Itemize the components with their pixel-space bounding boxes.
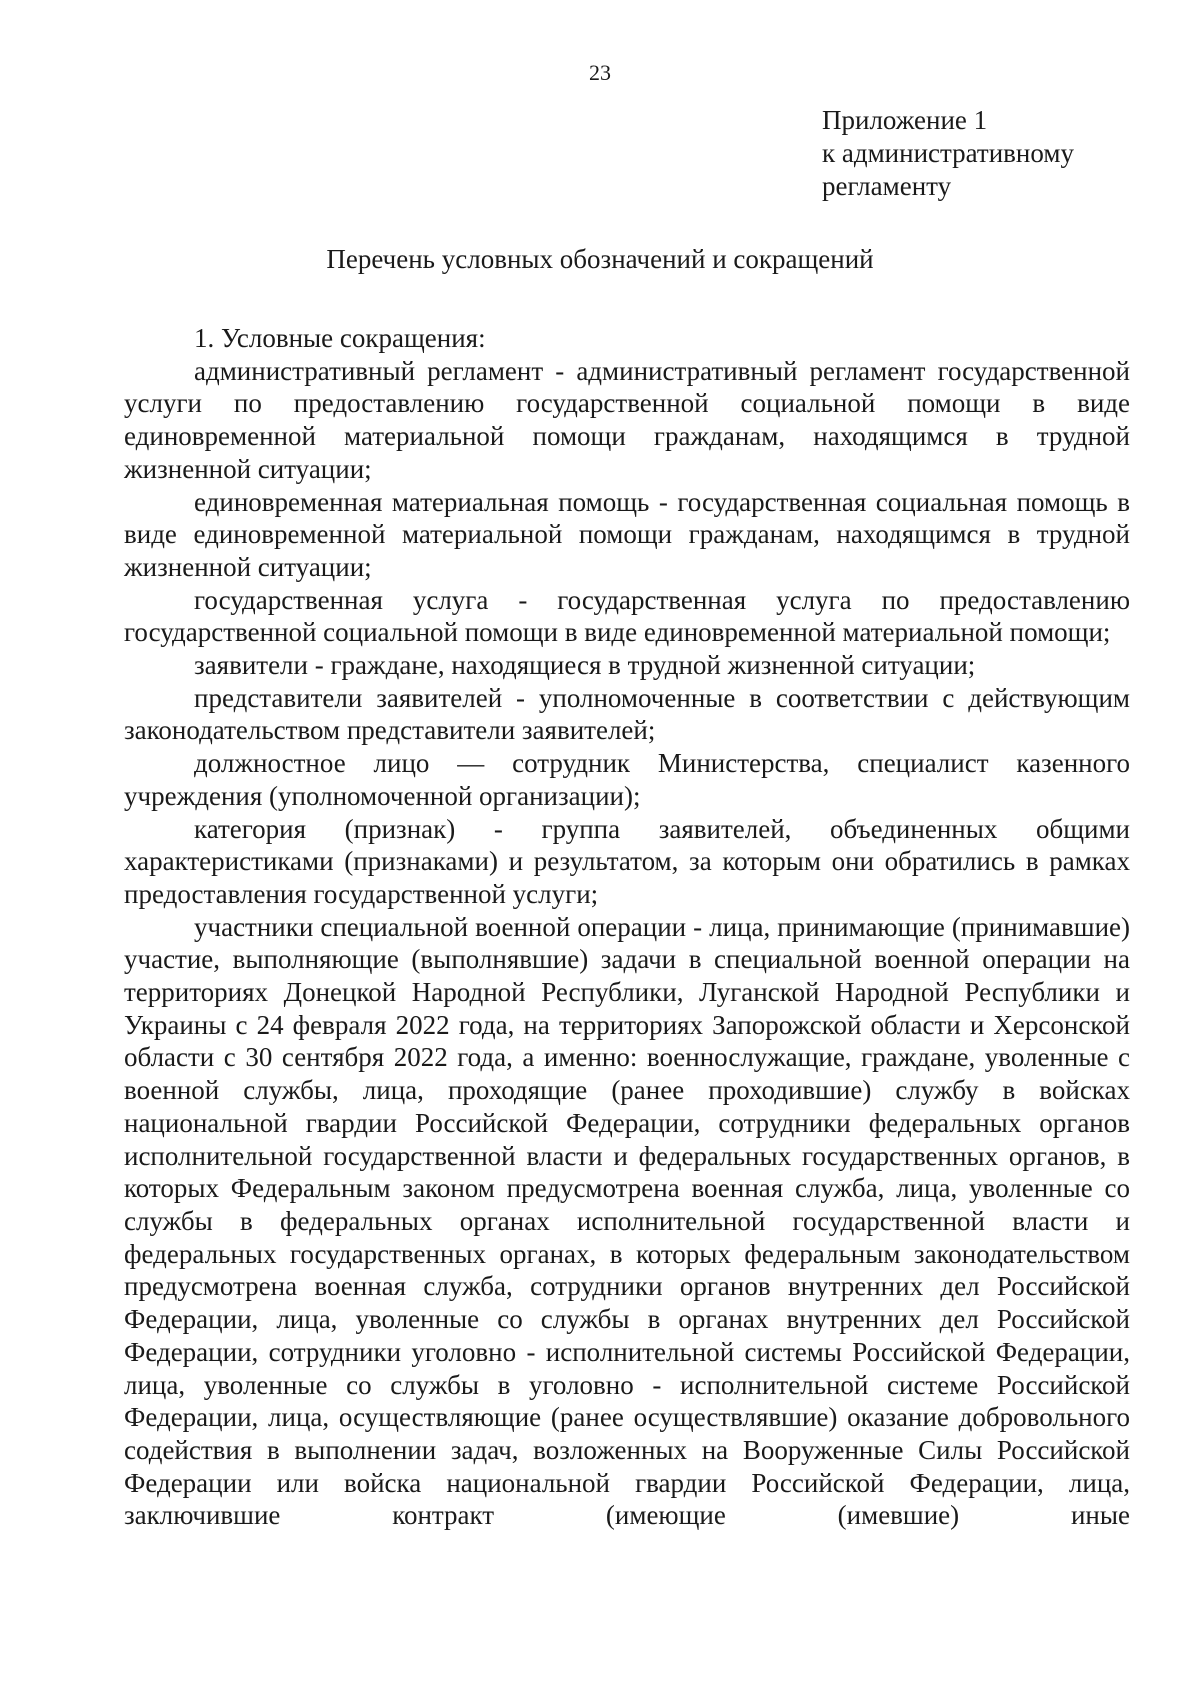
- appendix-line-3: регламенту: [822, 171, 952, 201]
- definition-paragraph: участники специальной военной операции - лица, принимающие (принимавшие) участие, выполняющие (выполнявшие) задачи в специальной военной операции на территориях Донецкой Народной Республики, Луганской Народной Республики и Украины с 24 февраля 2022 года, на территориях Запорожской области и Херсонской области с 30 сентября 2022 года, а именно: военнослужащие, граждане, уволенные с военной службы, лица, проходящие (ранее проходившие) службу в войсках национальной гвардии Российской Федерации, сотрудники федеральных органов исполнительной государственной власти и федеральных государственных органов, в которых Федеральным законом предусмотрена военная служба, лица, уволенные со службы в федеральных органах исполнительной государственной власти и федеральных государственных органах, в которых федеральным законодательством предусмотрена военная служба, сотрудники органов внутренних дел Российской Федерации, лица, уволенные со службы в органах внутренних дел Российской Федерации, сотрудники уголовно - исполнительной системы Российской Федерации, лица, уволенные со службы в уголовно - исполнительной системе Российской Федерации, лица, осуществляющие (ранее осуществлявшие) оказание добровольного содействия в выполнении задач, возложенных на Вооруженные Силы Российской Федерации или войска национальной гвардии Российской Федерации, лица, заключившие контракт (имеющие (имевшие) иные: [124, 911, 1130, 1531]
- appendix-reference: [822, 104, 1074, 203]
- definition-paragraph: категория (признак) - группа заявителей, объединенных общими характеристиками (признаками) и результатом, за которым они обратились в рамках предоставления государственной услуги;: [124, 813, 1130, 909]
- definition-paragraph: государственная услуга - государственная услуга по предоставлению государственной социальной помощи в виде единовременной материальной помощи;: [124, 584, 1130, 648]
- appendix-line-2: к административному: [822, 138, 1074, 168]
- definition-paragraph: единовременная материальная помощь - государственная социальная помощь в виде единовременной материальной помощи гражданам, находящимся в трудной жизненной ситуации;: [124, 486, 1130, 582]
- document-body: [124, 322, 1130, 1532]
- document-title: Перечень условных обозначений и сокращений: [326, 244, 874, 274]
- definition-paragraph: административный регламент - административный регламент государственной услуги по предоставлению государственной социальной помощи в виде единовременной материальной помощи гражданам, находящимся в трудной жизненной ситуации;: [124, 355, 1130, 484]
- appendix-line-1: Приложение 1: [822, 105, 988, 135]
- page-number: 23: [589, 60, 611, 85]
- definition-paragraph: должностное лицо — сотрудник Министерства, специалист казенного учреждения (уполномоченной организации);: [124, 748, 1130, 811]
- definition-paragraph: представители заявителей - уполномоченные в соответствии с действующим законодательством представители заявителей;: [124, 682, 1130, 746]
- definition-paragraph: заявители - граждане, находящиеся в трудной жизненной ситуации;: [194, 650, 976, 681]
- section-heading: 1. Условные сокращения:: [194, 323, 486, 353]
